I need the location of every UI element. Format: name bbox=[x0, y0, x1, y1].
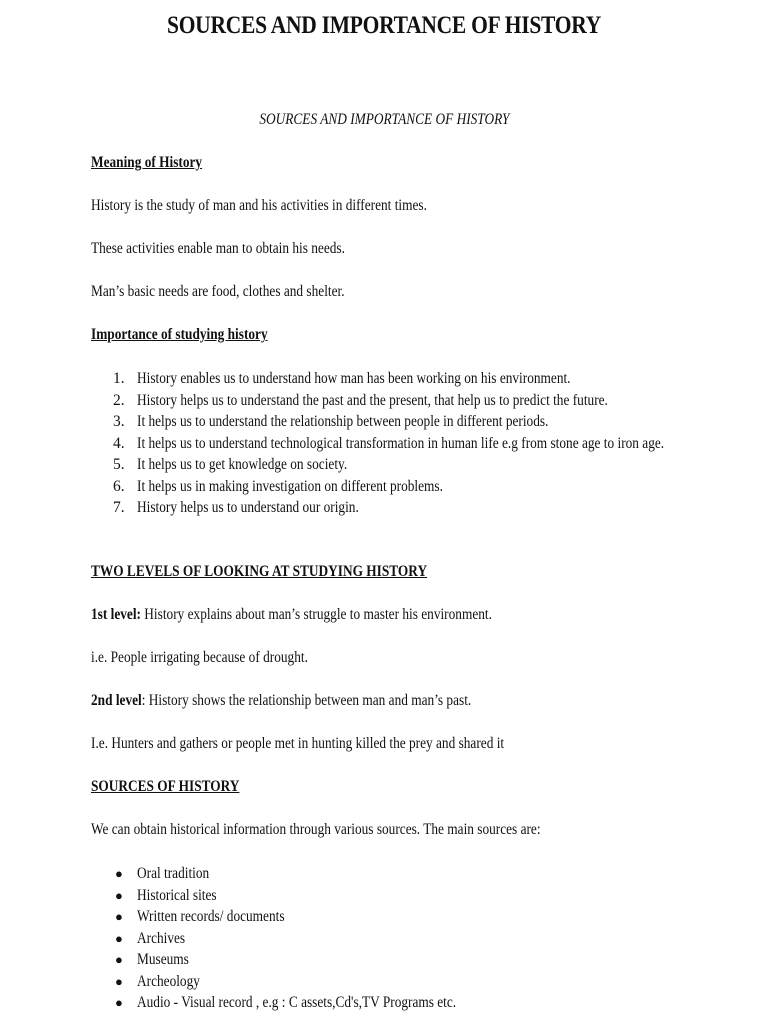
sources-list bbox=[91, 863, 508, 1014]
bullet-icon: ● bbox=[115, 952, 123, 967]
list-item-number: 3. bbox=[113, 413, 125, 430]
list-item bbox=[91, 863, 508, 885]
first-level-label: 1st level: bbox=[91, 606, 141, 623]
meaning-line bbox=[91, 239, 386, 259]
list-item-text: History enables us to understand how man has been working on his environment. bbox=[137, 370, 571, 387]
meaning-line bbox=[91, 282, 386, 302]
first-level-text-group bbox=[91, 605, 492, 625]
list-item-number: 2. bbox=[113, 391, 125, 409]
bullet-icon: ● bbox=[115, 909, 123, 924]
importance-list bbox=[91, 368, 731, 519]
meaning-line bbox=[91, 196, 482, 216]
document-subtitle-text: SOURCES AND IMPORTANCE OF HISTORY bbox=[258, 111, 510, 128]
list-item bbox=[91, 390, 731, 412]
list-item-text: It helps us to understand technological transformation in human life e.g from stone age to iron age. bbox=[137, 434, 665, 452]
sources-intro bbox=[91, 820, 614, 840]
list-item bbox=[91, 368, 731, 390]
document-title: SOURCES AND IMPORTANCE OF HISTORY bbox=[167, 12, 601, 39]
list-item-text: Historical sites bbox=[137, 886, 217, 904]
second-level-example bbox=[91, 734, 571, 754]
list-item bbox=[91, 971, 508, 993]
list-item-text: Oral tradition bbox=[137, 865, 210, 882]
list-item-text: History helps us to understand our origin. bbox=[137, 499, 359, 516]
meaning-line-text: History is the study of man and his activities in different times. bbox=[91, 197, 427, 214]
first-level-line bbox=[91, 605, 557, 625]
list-item bbox=[91, 928, 508, 950]
bullet-icon: ● bbox=[115, 887, 123, 903]
first-level-text: History explains about man’s struggle to master his environment. bbox=[140, 606, 492, 623]
list-item bbox=[91, 476, 731, 498]
bullet-icon: ● bbox=[115, 866, 123, 881]
levels-heading bbox=[91, 562, 482, 582]
sources-heading-text: SOURCES OF HISTORY bbox=[91, 778, 240, 795]
bullet-icon: ● bbox=[115, 930, 123, 946]
list-item bbox=[91, 454, 731, 476]
sources-heading bbox=[91, 777, 264, 797]
list-item-text: It helps us in making investigation on different problems. bbox=[137, 477, 443, 495]
document-subtitle bbox=[0, 110, 768, 130]
second-level-label: 2nd level bbox=[91, 692, 142, 709]
bullet-icon: ● bbox=[115, 973, 123, 989]
list-item bbox=[91, 992, 508, 1014]
second-level-example-text: I.e. Hunters and gathers or people met in hunting killed the prey and shared it bbox=[91, 735, 505, 752]
list-item bbox=[91, 411, 731, 433]
second-level-text: : History shows the relationship between man and man’s past. bbox=[141, 692, 472, 709]
list-item-number: 5. bbox=[113, 456, 125, 473]
list-item-number: 4. bbox=[113, 434, 125, 452]
list-item-text: It helps us to get knowledge on society. bbox=[137, 456, 348, 473]
list-item bbox=[91, 885, 508, 907]
list-item-text: Archives bbox=[137, 929, 186, 947]
levels-heading-text: TWO LEVELS OF LOOKING AT STUDYING HISTORY bbox=[91, 563, 428, 580]
list-item bbox=[91, 497, 731, 519]
list-item-number: 6. bbox=[113, 477, 125, 495]
list-item bbox=[91, 949, 508, 971]
meaning-heading-text: Meaning of History bbox=[91, 154, 203, 171]
second-level-text-group bbox=[91, 691, 471, 711]
list-item-text: It helps us to understand the relationship between people in different periods. bbox=[137, 413, 549, 430]
first-level-example bbox=[91, 648, 343, 668]
importance-heading-text: Importance of studying history bbox=[91, 326, 268, 343]
list-item bbox=[91, 906, 508, 928]
list-item-number: 7. bbox=[113, 499, 125, 516]
list-item-text: History helps us to understand the past and the present, that help us to predict the future. bbox=[137, 391, 608, 409]
list-item bbox=[91, 433, 731, 455]
bullet-icon: ● bbox=[115, 995, 123, 1010]
list-item-text: Audio - Visual record , e.g : C assets,Cd's,TV Programs etc. bbox=[137, 994, 457, 1011]
list-item-text: Written records/ documents bbox=[137, 908, 285, 925]
meaning-heading bbox=[91, 153, 220, 173]
meaning-line-text: These activities enable man to obtain his needs. bbox=[91, 240, 345, 257]
second-level-line bbox=[91, 691, 533, 711]
importance-heading bbox=[91, 325, 296, 345]
first-level-example-text: i.e. People irrigating because of drought. bbox=[91, 649, 308, 666]
list-item-number: 1. bbox=[113, 370, 125, 387]
meaning-line-text: Man’s basic needs are food, clothes and shelter. bbox=[91, 283, 345, 300]
list-item-text: Museums bbox=[137, 951, 189, 968]
sources-intro-text: We can obtain historical information through various sources. The main sources are: bbox=[91, 821, 541, 838]
list-item-text: Archeology bbox=[137, 972, 200, 990]
